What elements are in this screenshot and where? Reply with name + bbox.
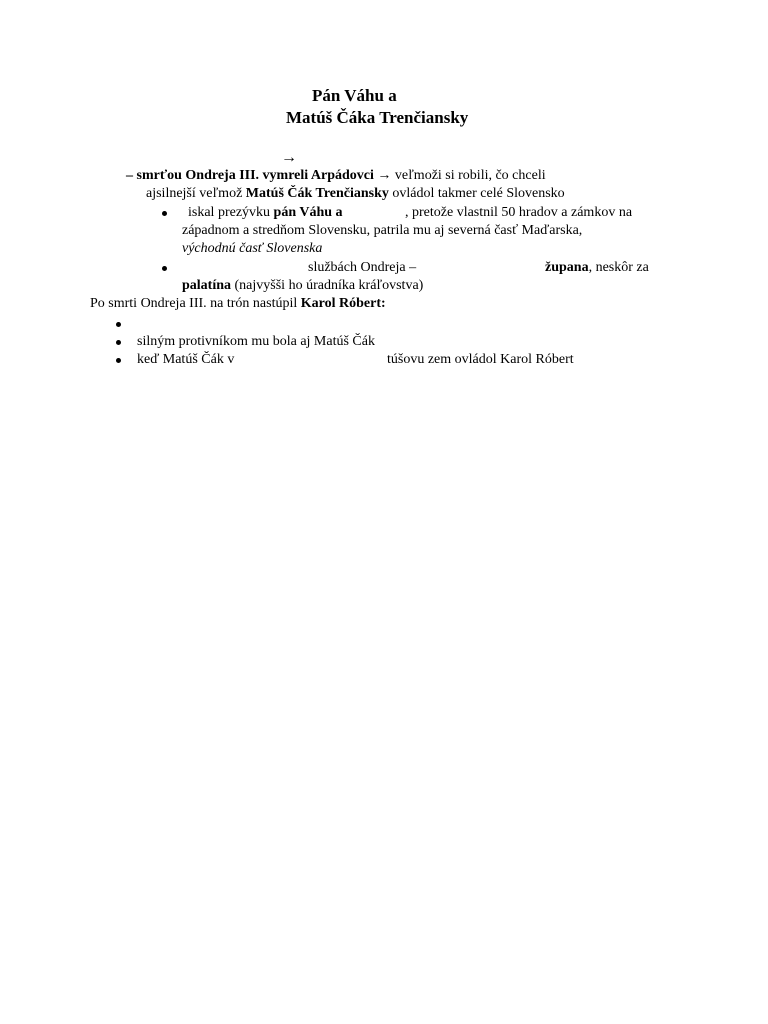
section-line bbox=[90, 295, 386, 313]
paragraph-line-2 bbox=[146, 185, 565, 203]
title-line-1: Pán Váhu a bbox=[312, 86, 397, 105]
bullet2-bold-palatin: palatína bbox=[182, 278, 232, 293]
bullet2-line-2 bbox=[182, 277, 423, 295]
bullet1-line-1b: , pretože vlastnil 50 hradov a zámkov na bbox=[405, 205, 633, 220]
bullet2-text-c: , neskôr za bbox=[588, 260, 649, 275]
list-bullet-1 bbox=[116, 322, 121, 327]
list-bullet-2 bbox=[116, 340, 121, 345]
bullet2-line-1a: službách Ondreja – bbox=[308, 260, 417, 275]
bullet2-bold-zupan: župana bbox=[545, 260, 589, 275]
section-bold-name: Karol Róbert: bbox=[300, 296, 386, 311]
bullet1-line-2: západnom a stredňom Slovensku, patrila mu aj severná časť Maďarska, bbox=[182, 223, 583, 238]
bullet2-text-d: (najvyšši ho úradníka kráľovstva) bbox=[231, 278, 424, 293]
section-text: Po smrti Ondreja III. na trón nastúpil bbox=[90, 296, 301, 311]
paragraph-line-1 bbox=[126, 167, 546, 185]
list-bullet-3 bbox=[116, 358, 121, 363]
bullet1-italic: východnú časť Slovenska bbox=[182, 241, 323, 256]
bullet-dot-1 bbox=[162, 211, 167, 216]
bullet1-bold: pán Váhu a bbox=[273, 205, 343, 220]
line2-text-a: ajsilnejší veľmož bbox=[146, 186, 246, 201]
list-item-2: silným protivníkom mu bola aj Matúš Čák bbox=[137, 334, 375, 349]
line1-bold-text: – smrťou Ondreja III. vymreli Arpádovci bbox=[126, 168, 374, 183]
line2-bold-name: Matúš Čák Trenčiansky bbox=[245, 186, 389, 201]
list-item-3b: túšovu zem ovládol Karol Róbert bbox=[387, 352, 574, 367]
line1-text: → veľmoži si robili, čo chceli bbox=[373, 168, 546, 183]
list-item-3a: keď Matúš Čák v bbox=[137, 352, 235, 367]
bullet1-line-3 bbox=[182, 240, 322, 258]
bullet-dot-2 bbox=[162, 266, 167, 271]
line2-text-b: ovládol takmer celé Slovensko bbox=[388, 186, 565, 201]
bullet2-line-1b bbox=[545, 259, 649, 277]
arrow-symbol: → bbox=[281, 149, 297, 166]
title-line-2: Matúš Čáka Trenčiansky bbox=[286, 108, 469, 127]
bullet1-text-a: iskal prezývku bbox=[188, 205, 274, 220]
bullet1-line-1a bbox=[188, 204, 343, 222]
